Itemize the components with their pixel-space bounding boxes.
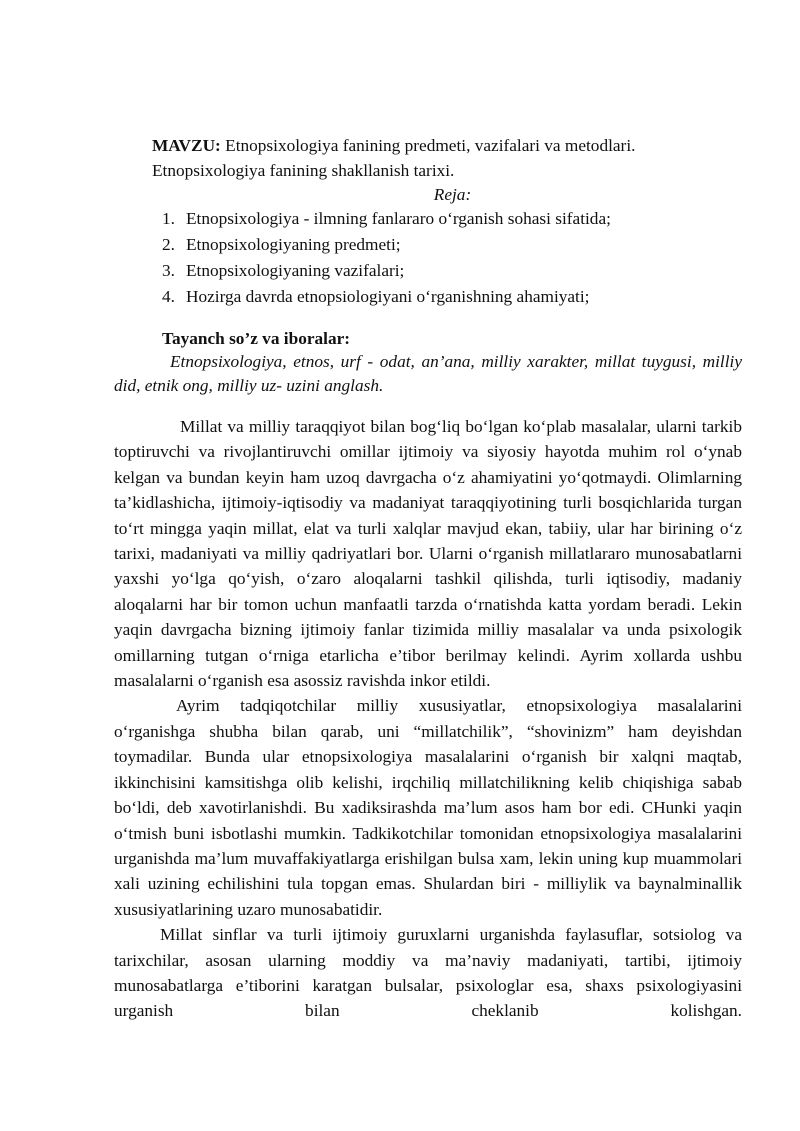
keywords-heading: Tayanch so’z va iboralar: bbox=[162, 329, 351, 348]
topic-block bbox=[152, 133, 752, 183]
body-paragraph: Ayrim tadqiqotchilar milliy xususiyatlar, etnopsixologiya masalalarini o‘rganishga shubha bilan qarab, uni “millatchilik”, “shovinizm” ham deyishdan toymadilar. Bunda ular etnopsixologiya masalalarini o‘rganish bir xalqni maqtab, ikkinchisini kamsitishga olib kelishi, irqchiliq millatchilikning kelib chiqishiga sabab bo‘ldi, deb xavotirlanishdi. Bu xadiksirashda ma’lum asos ham bor edi. CHunki yaqin o‘tmish buni isbotlashi mumkin. Tadkikotchilar tomonidan etnopsixologiya masalalarini urganishda ma’lum muvaffakiyatlarga erishilgan bulsa xam, lekin uning kup muammolari xali uzining echilishini tula topgan emas. Shulardan biri - milliylik va baynalminallik xususiyatlarining uzaro munosabatidir. bbox=[114, 696, 742, 919]
plan-item bbox=[162, 232, 611, 258]
plan-item-text: Etnopsixologiyaning predmeti; bbox=[186, 235, 401, 254]
plan-item bbox=[162, 206, 611, 232]
topic-title-line2: Etnopsixologiya fanining shakllanish tarixi. bbox=[152, 161, 455, 180]
topic-label: MAVZU: bbox=[152, 136, 221, 155]
plan-list bbox=[162, 206, 611, 310]
plan-item-number: 1. bbox=[162, 209, 175, 228]
body-paragraph: Millat va milliy taraqqiyot bilan bog‘liq bo‘lgan ko‘plab masalalar, ularni tarkib toptiruvchi va rivojlantiruvchi omillar ijtimoiy va siyosiy hayotda muhim rol o‘ynab kelgan va bundan keyin ham uzoq davrgacha o‘z ahamiyatini yo‘qotmaydi. Olimlarning ta’kidlashicha, ijtimoiy-iqtisodiy va madaniyat taraqqiyotining turli bosqichlarida turgan to‘rt mingga yaqin millat, elat va turli xalqlar mavjud ekan, tabiiy, ular har birining o‘z tarixi, madaniyati va milliy qadriyatlari bor. Ularni o‘rganish millatlararo munosabatlarni yaxshi yo‘lga qo‘yish, o‘zaro aloqalarni tashkil qilishda, turli iqtisodiy, madaniy aloqalarni har bir tomon uchun manfaatli tarzda o‘rnatishda katta yordam beradi. Lekin yaqin davrgacha bizning ijtimoiy fanlar tizimida milliy masalalar va unda psixologik omillarning tutgan o‘rniga etarlicha e’tibor berilmay kelindi. Ayrim xollarda ushbu masalalarni o‘rganish esa asossiz ravishda inkor etildi. bbox=[114, 417, 742, 691]
plan-item bbox=[162, 284, 611, 310]
topic-title-line1: Etnopsixologiya fanining predmeti, vazifalari va metodlari. bbox=[220, 136, 636, 155]
plan-item-number: 2. bbox=[162, 235, 175, 254]
plan-item bbox=[162, 258, 611, 284]
body-text bbox=[114, 414, 742, 1024]
plan-item-text: Etnopsixologiyaning vazifalari; bbox=[186, 261, 405, 280]
plan-item-number: 4. bbox=[162, 287, 175, 306]
plan-item-text: Etnopsixologiya - ilmning fanlararo o‘rganish sohasi sifatida; bbox=[186, 209, 611, 228]
keywords-text: Etnopsixologiya, etnos, urf - odat, an’ana, milliy xarakter, millat tuygusi, milliy did, etnik ong, milliy uz- uzini anglash. bbox=[114, 352, 742, 395]
body-paragraph: Millat sinflar va turli ijtimoiy guruxlarni urganishda faylasuflar, sotsiolog va tarixchilar, asosan ularning moddiy va ma’naviy madaniyati, tartibi, ijtimoiy munosabatlarga e’tiborini karatgan bulsalar, psixologlar esa, shaxs psixologiyasini urganish bilan cheklanib kolishgan. bbox=[114, 925, 742, 1021]
plan-item-number: 3. bbox=[162, 261, 175, 280]
plan-item-text: Hozirga davrda etnopsiologiyani o‘rganishning ahamiyati; bbox=[186, 287, 590, 306]
plan-title: Reja: bbox=[433, 185, 472, 204]
